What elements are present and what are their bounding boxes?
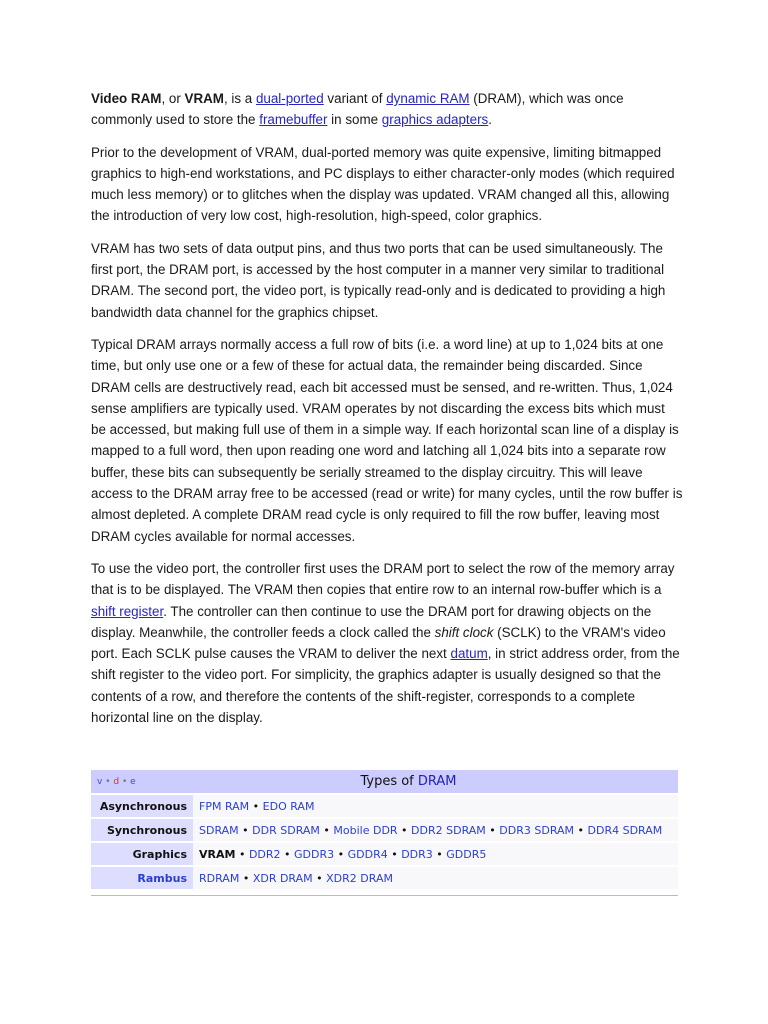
navbox-list: [193, 867, 678, 889]
navbox-item[interactable]: DDR SDRAM: [252, 823, 320, 837]
separator: •: [485, 823, 500, 837]
text: (DRAM), which was once commonly used to store the: [91, 91, 624, 128]
separator: •: [397, 823, 412, 837]
text: , in strict address order, from the shift register to the video port. For simplicity, the graphics adapter is usually designed so that the contents of a row, and therefore the contents of the shift-register, corresponds to a complete horizontal line on the display.: [91, 646, 680, 726]
link-shift-register[interactable]: shift register: [91, 603, 164, 619]
paragraph-ports: VRAM has two sets of data output pins, and thus two ports that can be used simultaneously. The first port, the DRAM port, is accessed by the host computer in a manner very similar to traditional DRAM. The second port, the video port, is typically read-only and is dedicated to providing a high bandwidth data channel for the graphics chipset.: [91, 240, 666, 320]
separator: •: [239, 871, 253, 885]
separator: •: [574, 823, 588, 837]
view-link[interactable]: v: [97, 776, 103, 787]
separator: •: [280, 847, 295, 861]
navbox-bottom-rule: [91, 895, 678, 896]
group-label-link[interactable]: Rambus: [91, 867, 193, 889]
navbox-item[interactable]: XDR2 DRAM: [326, 871, 393, 885]
term-video-ram: Video RAM: [91, 91, 162, 106]
vde-links: [91, 770, 193, 793]
navbox-title-row: [91, 770, 678, 793]
navbox-types-of-dram: [91, 768, 678, 891]
navbox-item[interactable]: DDR3 SDRAM: [499, 823, 575, 837]
navbox-title-prefix: Types of: [360, 774, 418, 789]
paragraph-row-buffer: Typical DRAM arrays normally access a full row of bits (i.e. a word line) at up to 1,024 bits at one time, but only use one or a few of these for actual data, the remainder being discarded. Since DRAM cells are destructively read, each bit accessed must be sensed, and re-written. Thus, 1,024 sense amplifiers are typically used. VRAM operates by not discarding the excess bits which must be accessed, but making full use of them in a simple way. If each horizontal scan line of a display is mapped to a full word, then upon reading one word and latching all 1,024 bits into a separate row buffer, these bits can subsequently be serially streamed to the display circuitry. This will leave access to the DRAM array free to be accessed (read or write) for many cycles, until the row buffer is almost depleted. A complete DRAM read cycle is only required to fill the row buffer, leaving most DRAM cycles available for normal accesses.: [91, 336, 683, 544]
paragraph-video-port: [91, 558, 683, 728]
separator: •: [312, 871, 327, 885]
navbox-title: [193, 770, 678, 793]
navbox-row-synchronous: [91, 819, 678, 841]
navbox-list: [193, 795, 678, 817]
term-shift-clock: shift clock: [434, 624, 494, 640]
group-label: Graphics: [91, 843, 193, 865]
separator: •: [334, 847, 348, 861]
separator: •: [249, 799, 263, 813]
separator: •: [235, 847, 249, 861]
navbox-item[interactable]: DDR3: [401, 847, 433, 861]
navbox-item[interactable]: DDR2: [248, 847, 281, 861]
paragraph-intro: [91, 88, 683, 131]
navbox-item[interactable]: RDRAM: [199, 871, 240, 885]
separator: •: [121, 776, 128, 787]
text: .: [488, 112, 492, 128]
separator: •: [432, 847, 447, 861]
paragraph-history: Prior to the development of VRAM, dual-ported memory was quite expensive, limiting bitmapped graphics to high-end workstations, and PC displays to either character-only modes (which required much less memory) or to glitches when the display was updated. VRAM changed all this, allowing the introduction of very low cost, high-resolution, high-speed, color graphics.: [91, 144, 675, 224]
navbox-row-rambus: [91, 867, 678, 889]
navbox-list: [193, 819, 678, 841]
link-datum[interactable]: datum: [450, 646, 488, 662]
navbox-item[interactable]: SDRAM: [199, 823, 239, 837]
navbox-item[interactable]: GDDR5: [446, 847, 487, 861]
separator: •: [319, 823, 334, 837]
discuss-link[interactable]: d: [113, 776, 120, 787]
navbox-item[interactable]: XDR DRAM: [252, 871, 313, 885]
text: To use the video port, the controller first uses the DRAM port to select the row of the memory array that is to be displayed. The VRAM then copies that entire row to an internal row-buffer which is a: [91, 560, 675, 598]
link-framebuffer[interactable]: framebuffer: [259, 112, 328, 128]
separator: •: [238, 823, 253, 837]
navbox-current-item: VRAM: [199, 847, 236, 861]
group-label: Asynchronous: [91, 795, 193, 817]
text: (SCLK) to the VRAM's video port. Each SCLK pulse causes the VRAM to deliver the next: [91, 624, 666, 662]
separator: •: [105, 776, 111, 787]
navbox-item[interactable]: GDDR4: [347, 847, 388, 861]
link-dual-ported[interactable]: dual-ported: [255, 91, 324, 106]
text: . The controller can then continue to use the DRAM port for drawing objects on the display. Meanwhile, the controller feeds a clock called the: [91, 603, 652, 640]
navbox-title-link[interactable]: DRAM: [417, 774, 457, 789]
text: in some: [327, 112, 382, 128]
term-vram: VRAM: [184, 91, 224, 106]
text: variant of: [323, 91, 387, 106]
navbox-row-graphics: [91, 843, 678, 865]
navbox-item[interactable]: EDO RAM: [262, 799, 315, 813]
navbox-list: [193, 843, 678, 865]
navbox-row-asynchronous: [91, 795, 678, 817]
group-label: Synchronous: [91, 819, 193, 841]
navbox-item[interactable]: DDR4 SDRAM: [587, 823, 663, 837]
article-body: [91, 88, 683, 739]
edit-link[interactable]: e: [130, 776, 136, 787]
navbox-item[interactable]: DDR2 SDRAM: [411, 823, 486, 837]
separator: •: [387, 847, 402, 861]
navbox-item[interactable]: Mobile DDR: [333, 823, 398, 837]
navbox-item[interactable]: FPM RAM: [199, 799, 250, 813]
text: , is a: [223, 91, 256, 106]
navbox-item[interactable]: GDDR3: [294, 847, 335, 861]
link-graphics-adapters[interactable]: graphics adapters: [381, 112, 489, 128]
text: , or: [161, 91, 185, 106]
link-dynamic-ram[interactable]: dynamic RAM: [386, 91, 470, 106]
